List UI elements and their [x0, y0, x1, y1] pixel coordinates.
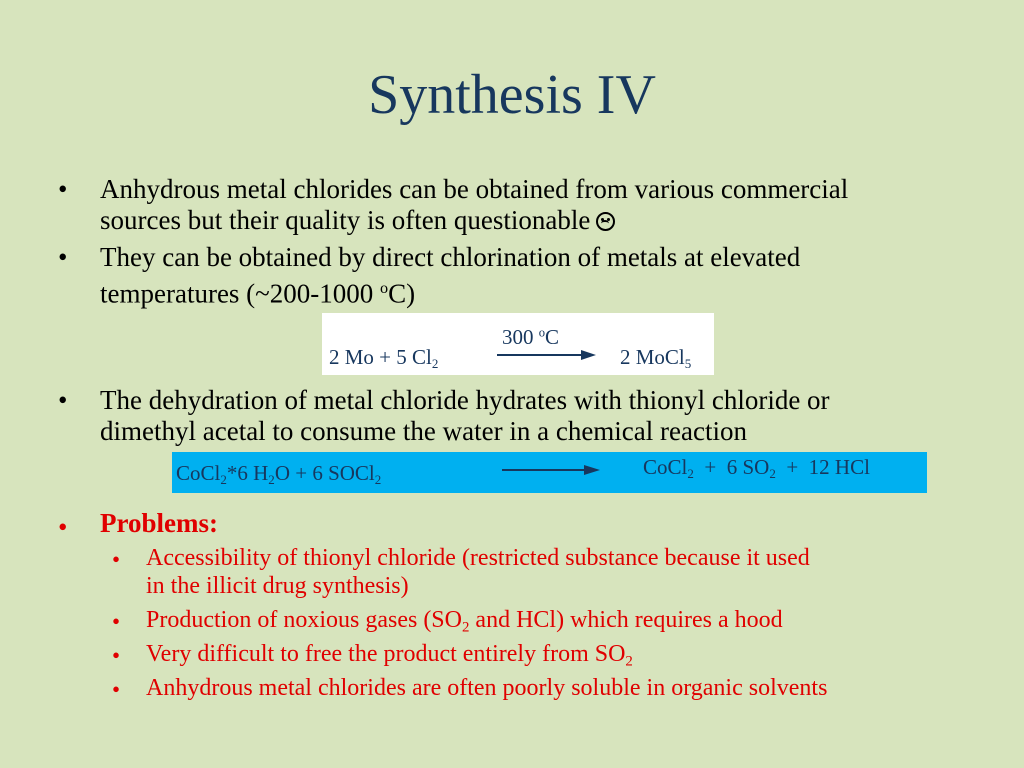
reaction-1-arrow-icon [497, 349, 597, 361]
bullet-marker: • [58, 242, 68, 272]
bullet-2-text [100, 242, 990, 310]
sub-bullet-marker: • [112, 609, 121, 634]
reaction-1-product-sub: 5 [684, 355, 692, 371]
reaction-2-box [172, 452, 927, 493]
bullet-2-line-1: They can be obtained by direct chlorination of metals at elevated [100, 242, 801, 272]
sub-bullet-marker: • [112, 547, 121, 572]
reaction-1-reactants [329, 345, 438, 372]
reaction-2-reactant-b-sub: 2 [268, 471, 275, 487]
reaction-1-condition-sup: o [538, 325, 546, 340]
problem-item-2-post: and HCl) which requires a hood [469, 607, 783, 633]
reaction-2-product-a-sub: 2 [687, 465, 694, 481]
problem-item-3 [146, 640, 1006, 675]
reaction-2-reactant-a-sub: 2 [220, 471, 227, 487]
reaction-2-arrow-icon [502, 464, 602, 476]
reaction-2-reactants [176, 461, 381, 488]
frowning-face-icon [596, 212, 615, 231]
sub-bullet-marker: • [112, 677, 121, 702]
reaction-2-product-c: + 12 HCl [775, 455, 870, 479]
reaction-1-condition-text: 300 [502, 325, 539, 349]
reaction-2-product-a: CoCl [643, 455, 688, 479]
problem-item-3-sub: 2 [625, 653, 633, 670]
reaction-1-reactant-sub: 2 [431, 355, 439, 371]
bullet-3-text [100, 385, 990, 447]
problem-item-4-text: Anhydrous metal chlorides are often poorly soluble in organic solvents [146, 675, 828, 701]
bullet-marker: • [58, 385, 68, 415]
reaction-2-reactant-b: *6 H [226, 461, 269, 485]
problem-item-1 [146, 544, 1006, 600]
degree-sup: o [380, 279, 389, 297]
reaction-2-product-b: + 6 SO [693, 455, 770, 479]
problem-item-3-pre: Very difficult to free the product entirely from SO [146, 641, 626, 667]
problems-bullet-marker: • [58, 512, 68, 542]
bullet-marker: • [58, 174, 68, 204]
problem-item-2-pre: Production of noxious gases (SO [146, 607, 462, 633]
bullet-3-line-2: dimethyl acetal to consume the water in a chemical reaction [100, 416, 747, 446]
problems-heading: Problems: [100, 508, 218, 538]
bullet-1-line-2: sources but their quality is often questionable [100, 205, 591, 235]
bullet-2-line-2-pre: temperatures (~200-1000 [100, 278, 381, 309]
bullet-1-text [100, 174, 990, 236]
reaction-1-product-text: 2 MoCl [620, 345, 685, 369]
reaction-1-product [620, 345, 691, 372]
problem-item-2-sub: 2 [461, 619, 470, 636]
problem-item-2 [146, 606, 1006, 641]
reaction-2-reactant-c: O + 6 SOCl [274, 461, 375, 485]
reaction-2-reactant-a: CoCl [176, 461, 221, 485]
reaction-1-box [322, 313, 714, 375]
reaction-1-condition [502, 325, 559, 350]
sub-bullet-marker: • [112, 643, 121, 668]
problem-item-4 [146, 674, 1006, 702]
reaction-1-reactant-text: 2 Mo + 5 Cl [329, 345, 432, 369]
reaction-2-product-b-sub: 2 [769, 465, 776, 481]
problem-item-1-line-2: in the illicit drug synthesis) [146, 573, 409, 599]
bullet-2-line-2-post: C) [388, 278, 416, 309]
reaction-2-products [643, 455, 870, 482]
bullet-1-line-1: Anhydrous metal chlorides can be obtained from various commercial [100, 174, 849, 204]
problem-item-1-line-1: Accessibility of thionyl chloride (restricted substance because it used [146, 545, 810, 571]
reaction-2-reactant-c-sub: 2 [374, 471, 382, 487]
reaction-1-condition-unit: C [545, 325, 560, 349]
bullet-3-line-1: The dehydration of metal chloride hydrates with thionyl chloride or [100, 385, 830, 415]
slide-title: Synthesis IV [368, 64, 656, 126]
